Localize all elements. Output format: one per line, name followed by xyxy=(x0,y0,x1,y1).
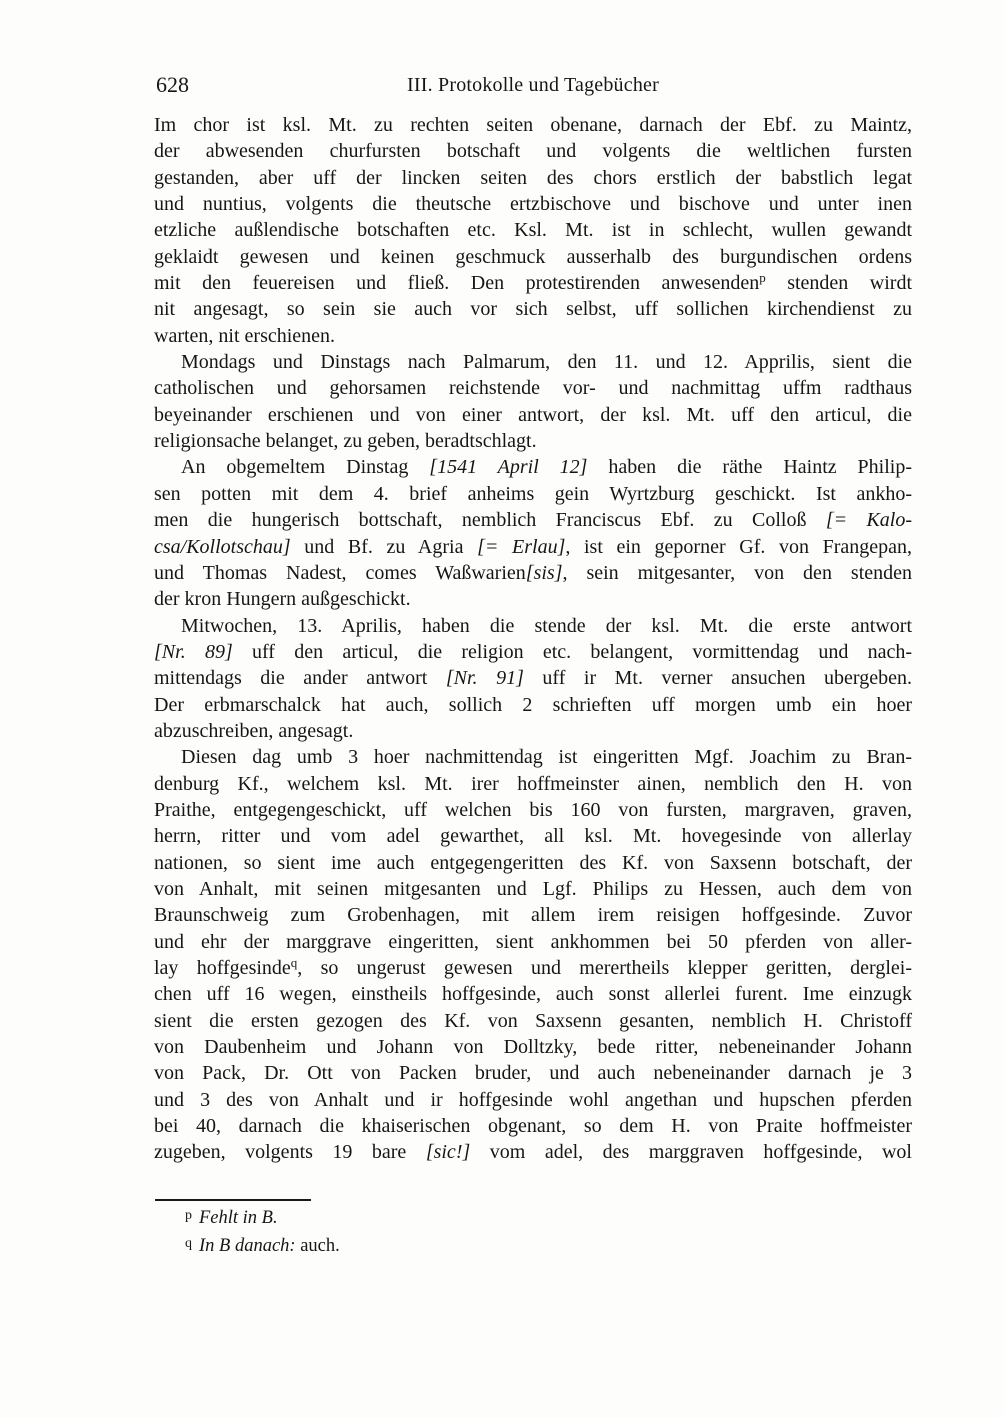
page-header xyxy=(154,72,912,102)
page-number: 628 xyxy=(156,72,189,97)
text-line xyxy=(154,771,912,797)
text-line xyxy=(154,454,912,480)
text-segment: und ehr der marggrave eingeritten, sient ankhommen bei 50 pferden von aller- xyxy=(154,930,912,953)
text-segment: geklaidt gewesen und keinen geschmuck ausserhalb des burgundischen ordens xyxy=(154,245,912,268)
text-line xyxy=(154,613,912,639)
text-segment: auch. xyxy=(295,1235,340,1256)
text-segment: men die hungerisch bottschaft, nemblich Franciscus Ebf. zu Colloß xyxy=(154,509,826,532)
text-segment: von Pack, Dr. Ott von Packen bruder, und auch nebeneinander darnach je 3 xyxy=(154,1062,912,1085)
text-segment: nit angesagt, so sein sie auch vor sich selbst, uff sollichen kirchendienst zu xyxy=(154,298,912,321)
italic-segment: [= Erlau] xyxy=(477,535,566,558)
text-segment: religionsache belanget, zu geben, beradtschlagt. xyxy=(154,430,537,453)
italic-segment: csa/Kollotschau] xyxy=(154,535,291,558)
text-segment: vom adel, des marggraven hoffgesinde, wol xyxy=(470,1141,912,1164)
text-line xyxy=(154,639,912,665)
text-segment: Braunschweig zum Grobenhagen, mit allem irem reisigen hoffgesinde. Zuvor xyxy=(154,904,912,927)
text-line xyxy=(154,165,912,191)
text-line xyxy=(154,323,912,349)
text-line xyxy=(154,296,912,322)
text-segment: , sein mitgesanter, von den stenden xyxy=(562,561,912,584)
text-segment: von Daubenheim und Johann von Dolltzky, bede ritter, nebeneinander Johann xyxy=(154,1036,912,1059)
text-line xyxy=(154,823,912,849)
text-segment: und 3 des von Anhalt und ir hoffgesinde wohl angethan und hupschen pferden xyxy=(154,1088,912,1111)
italic-segment: [1541 April 12] xyxy=(429,456,588,479)
text-segment: nationen, so sient ime auch entgegengeritten des Kf. von Saxsenn botschaft, der xyxy=(154,851,912,874)
text-line xyxy=(154,1034,912,1060)
text-line xyxy=(154,665,912,691)
text-segment: abzuschreiben, angesagt. xyxy=(154,719,354,742)
text-segment: der kron Hungern außgeschickt. xyxy=(154,588,411,611)
footnote-mark: q xyxy=(185,1235,192,1251)
text-line xyxy=(154,375,912,401)
text-segment: Praithe, entgegengeschickt, uff welchen bis 160 von fursten, margraven, graven, xyxy=(154,798,912,821)
text-line xyxy=(154,534,912,560)
text-segment: denburg Kf., welchem ksl. Mt. irer hoffmeinster ainen, nemblich den H. von xyxy=(154,772,912,795)
text-line xyxy=(154,1139,912,1165)
italic-segment: [= Kalo- xyxy=(825,509,912,532)
text-segment: Mondags und Dinstags nach Palmarum, den 11. und 12. Apprilis, sient die xyxy=(181,351,912,374)
text-segment: beyeinander erschienen und von einer antwort, der ksl. Mt. uff den articul, die xyxy=(154,403,912,426)
text-segment: chen uff 16 wegen, einstheils hoffgesinde, auch sonst allerlei furent. Ime einzugk xyxy=(154,983,912,1006)
text-segment: sen potten mit dem 4. brief anheims gein Wyrtzburg geschickt. Ist ankho- xyxy=(154,482,912,505)
italic-segment: [Nr. 91] xyxy=(445,667,524,690)
text-line xyxy=(154,902,912,928)
text-segment: zugeben, volgents 19 bare xyxy=(154,1141,426,1164)
text-line xyxy=(154,929,912,955)
footnote-separator xyxy=(155,1199,311,1201)
text-segment: etzliche außlendische botschaften etc. Ksl. Mt. ist in schlecht, wullen gewandt xyxy=(154,219,912,242)
italic-segment: [sis] xyxy=(525,561,563,584)
text-segment: gestanden, aber uff der lincken seiten des chors erstlich der babstlich legat xyxy=(154,166,912,189)
text-segment: stenden wirdt xyxy=(765,272,912,295)
text-line xyxy=(154,586,912,612)
footnote xyxy=(154,1233,912,1261)
text-segment: der abwesenden churfursten botschaft und volgents die weltlichen fursten xyxy=(154,140,912,163)
text-segment: mit den feuereisen und fließ. Den protestirenden anwesenden xyxy=(154,272,760,295)
text-segment: warten, nit erschienen. xyxy=(154,324,336,347)
text-line xyxy=(154,981,912,1007)
footnote-reference: q xyxy=(290,955,298,970)
text-segment: catholischen und gehorsamen reichstende vor- und nachmittag uffm radthaus xyxy=(154,377,912,400)
text-segment: Mitwochen, 13. Aprilis, haben die stende der ksl. Mt. die erste antwort xyxy=(181,614,912,637)
text-segment: und Bf. zu Agria xyxy=(290,535,478,558)
text-line xyxy=(154,270,912,296)
text-line xyxy=(154,797,912,823)
text-line xyxy=(154,744,912,770)
text-line xyxy=(154,1060,912,1086)
footnote xyxy=(154,1205,912,1233)
text-segment: , so ungerust gewesen und merertheils klepper geritten, derglei- xyxy=(297,957,912,979)
text-line xyxy=(154,349,912,375)
text-segment: An obgemeltem Dinstag xyxy=(181,456,430,479)
text-segment: von Anhalt, mit seinen mitgesanten und Lgf. Philips zu Hessen, auch dem von xyxy=(154,877,912,900)
footnotes xyxy=(154,1205,912,1260)
text-segment: haben die räthe Haintz Philip- xyxy=(587,456,912,479)
text-line xyxy=(154,428,912,454)
text-line xyxy=(154,850,912,876)
footnote-mark: p xyxy=(185,1208,192,1223)
text-segment: , ist ein geporner Gf. von Frangepan, xyxy=(565,535,913,558)
text-line xyxy=(154,507,912,533)
text-segment: lay hoffgesinde xyxy=(154,957,291,979)
text-segment: Diesen dag umb 3 hoer nachmittendag ist eingeritten Mgf. Joachim zu Bran- xyxy=(181,746,912,769)
text-line xyxy=(154,138,912,164)
italic-segment: [sic!] xyxy=(425,1141,471,1164)
text-line xyxy=(154,1008,912,1034)
text-line xyxy=(154,217,912,243)
text-segment: sient die ersten gezogen des Kf. von Saxsenn gesanten, nemblich H. Christoff xyxy=(154,1009,912,1032)
text-line xyxy=(154,718,912,744)
text-line xyxy=(154,1087,912,1113)
italic-segment: [Nr. 89] xyxy=(154,640,233,663)
text-segment: uff den articul, die religion etc. belangent, vormittendag und nach- xyxy=(232,640,912,663)
italic-segment: In B danach: xyxy=(199,1235,296,1256)
text-segment: Der erbmarschalck hat auch, sollich 2 schrieften uff morgen umb ein hoer xyxy=(154,693,912,716)
text-line xyxy=(154,481,912,507)
text-line xyxy=(154,560,912,586)
text-line xyxy=(154,692,912,718)
text-line xyxy=(154,402,912,428)
text-segment: und nuntius, volgents die theutsche ertzbischove und bischove und unter inen xyxy=(154,193,912,216)
text-segment: bei 40, darnach die khaiserischen obgenant, so dem H. von Praite hoffmeister xyxy=(154,1115,912,1138)
text-line xyxy=(154,112,912,138)
italic-segment: Fehlt in B. xyxy=(199,1208,278,1228)
text-line xyxy=(154,955,912,981)
text-line xyxy=(154,1113,912,1139)
footnote-reference: p xyxy=(759,270,766,286)
text-segment: Im chor ist ksl. Mt. zu rechten seiten obenane, darnach der Ebf. zu Maintz, xyxy=(154,114,912,136)
text-segment: und Thomas Nadest, comes Waßwarien xyxy=(154,561,526,584)
text-segment: herrn, ritter und vom adel gewarthet, all ksl. Mt. hovegesinde von allerlay xyxy=(154,825,912,848)
running-title: III. Protokolle und Tagebücher xyxy=(407,74,659,96)
text-segment: uff ir Mt. verner ansuchen ubergeben. xyxy=(523,667,912,690)
text-segment: mittendags die ander antwort xyxy=(154,667,446,690)
text-line xyxy=(154,244,912,270)
text-line xyxy=(154,876,912,902)
text-line xyxy=(154,191,912,217)
body-text xyxy=(154,112,912,1166)
